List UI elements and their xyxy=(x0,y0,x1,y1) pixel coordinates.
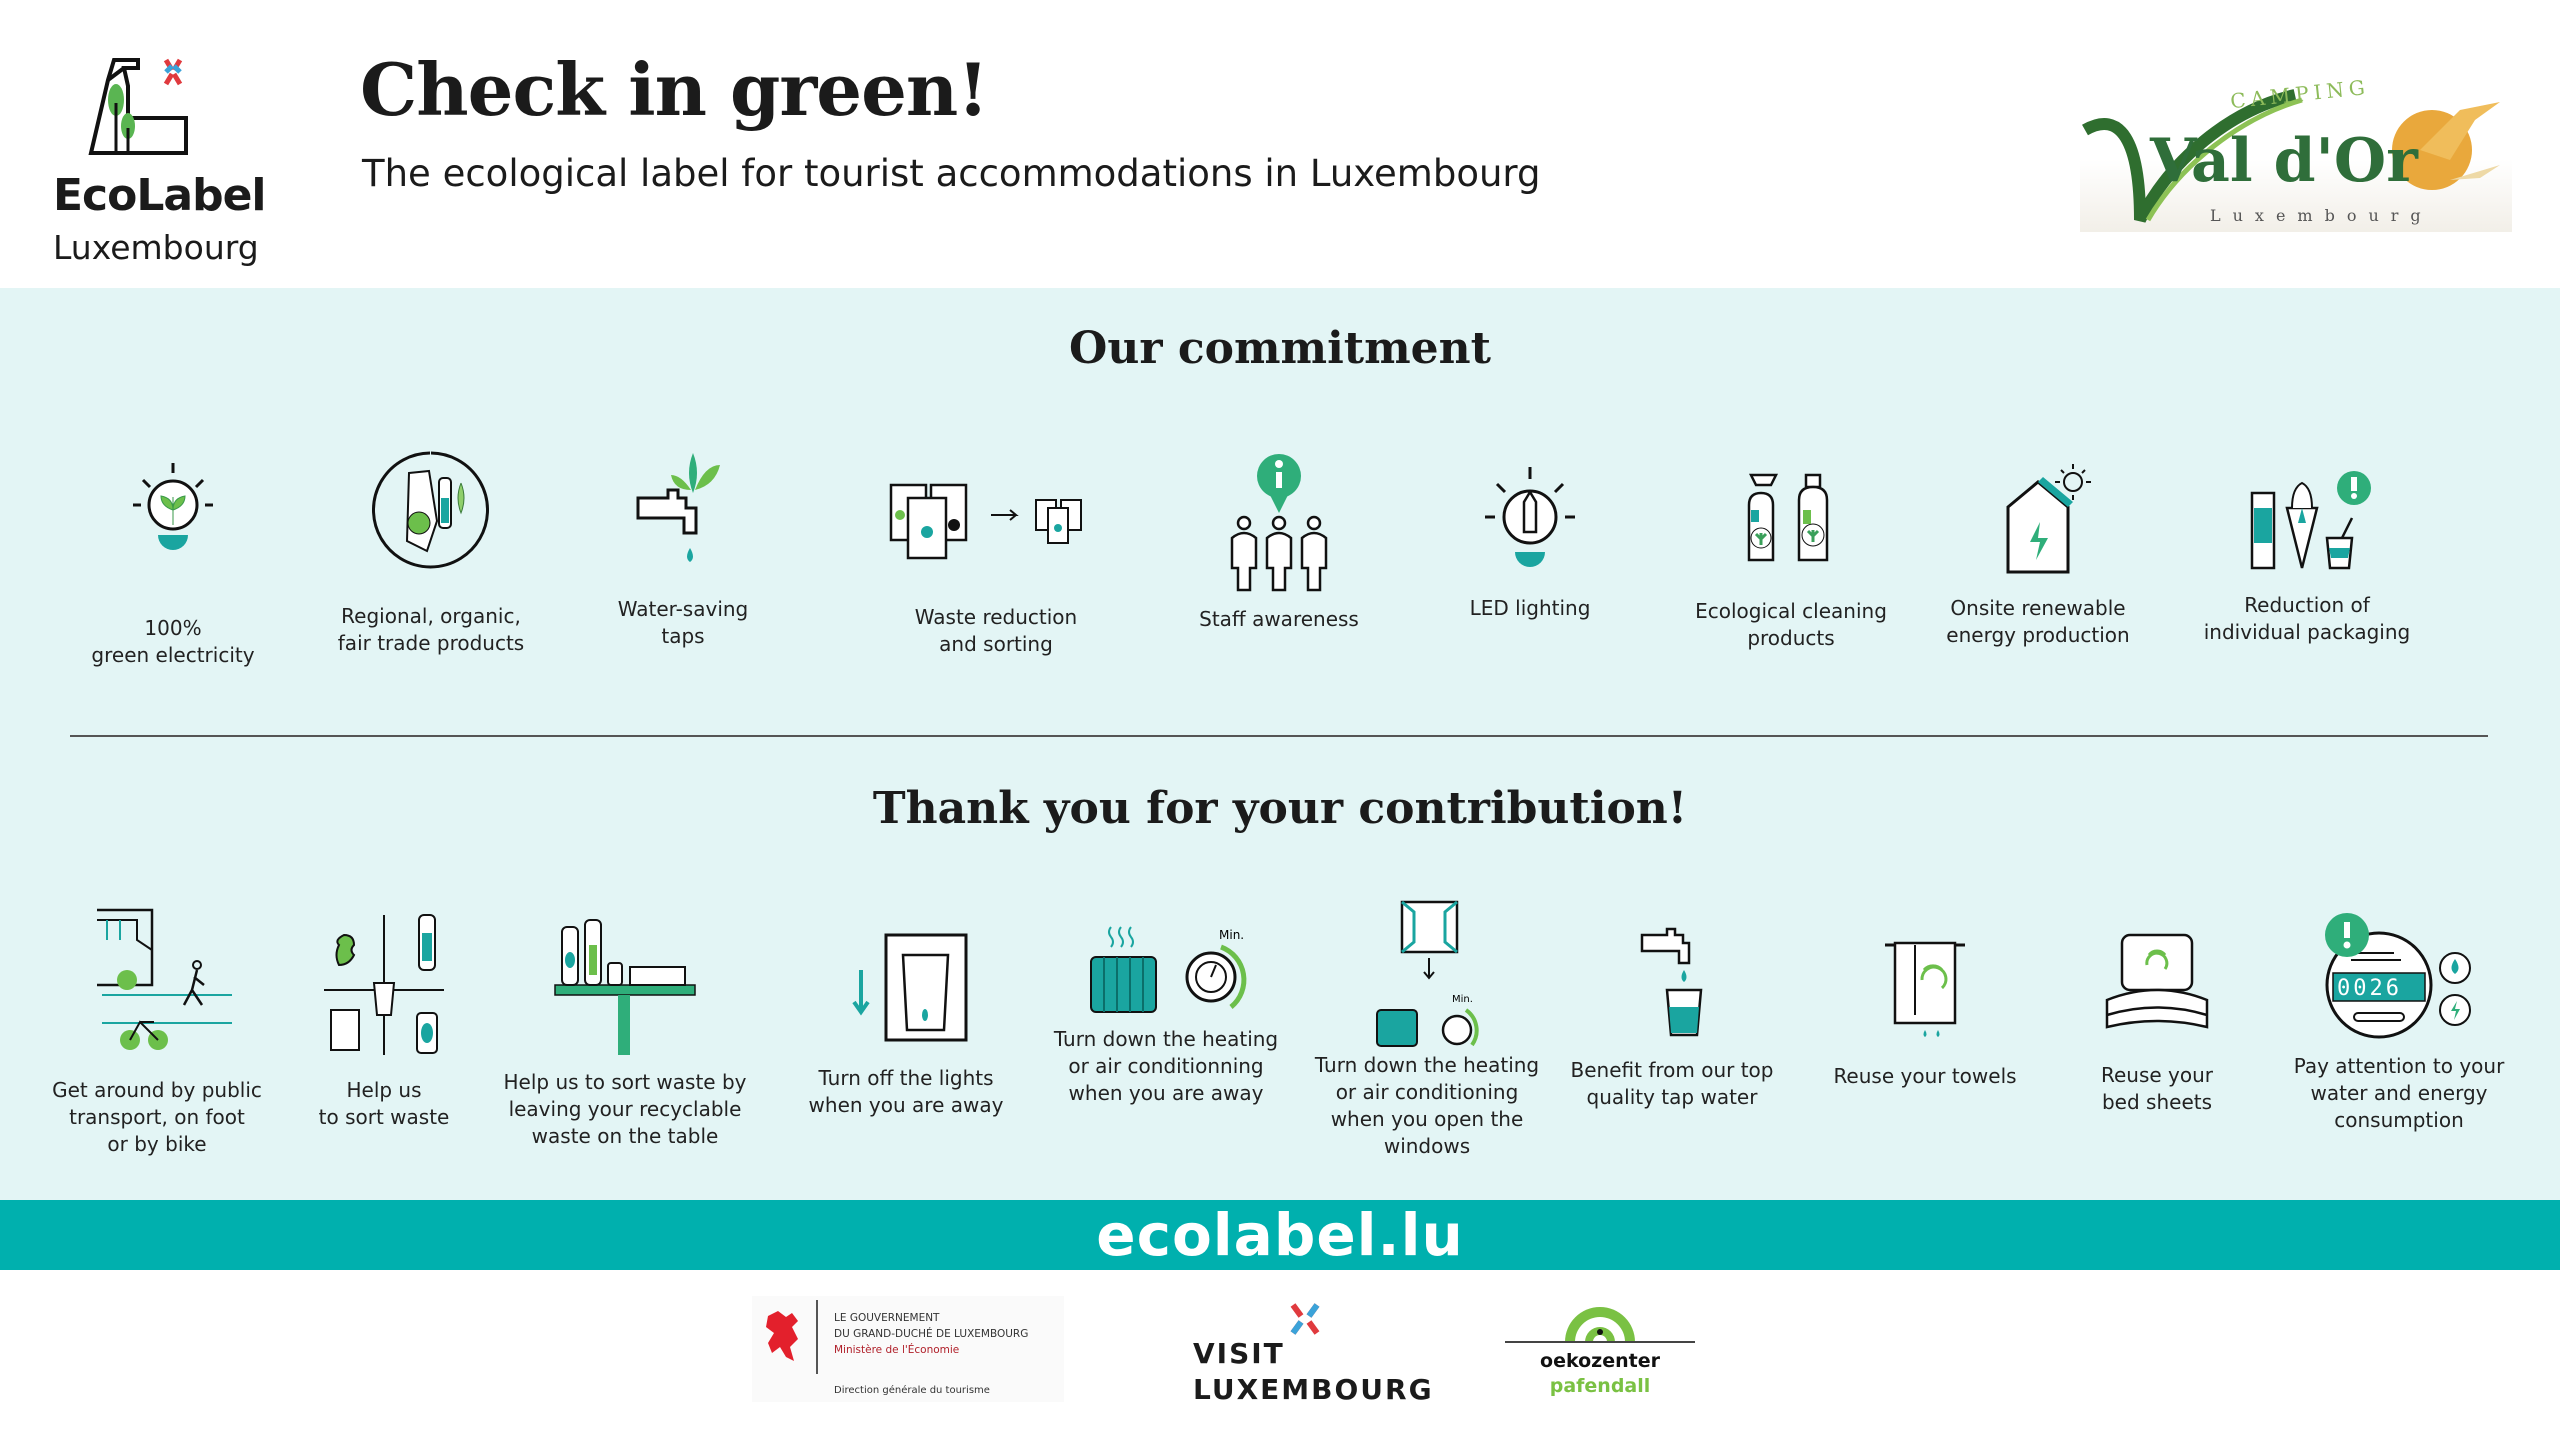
oekozenter-logo xyxy=(1505,1288,1695,1404)
commitment-label: Reduction of individual packaging xyxy=(2203,593,2411,644)
contribution-label: Help us to sort waste xyxy=(318,1078,450,1129)
visit-luxembourg-logo xyxy=(1193,1300,1433,1410)
commitment-item xyxy=(1661,470,1921,652)
logo-camping-text: CAMPING xyxy=(2229,74,2371,114)
towel-icon xyxy=(1870,935,1980,1045)
red-lion-icon xyxy=(758,1306,806,1366)
commitment-item xyxy=(2177,468,2437,646)
commitment-label: Ecological cleaning products xyxy=(1695,599,1887,650)
gov-line2: DU GRAND-DUCHÉ DE LUXEMBOURG xyxy=(834,1328,1029,1340)
oekozenter-target-icon xyxy=(1505,1288,1695,1343)
commitment-item xyxy=(43,455,303,669)
commitment-label: Waste reduction and sorting xyxy=(914,605,1078,656)
contribution-label: Help us to sort waste by leaving your recyclable waste on the table xyxy=(503,1070,747,1148)
gov-line3: Ministère de l'Économie xyxy=(834,1344,960,1356)
lightbulb-plant-icon xyxy=(118,455,228,565)
contribution-item xyxy=(1795,935,2055,1090)
contribution-item xyxy=(776,930,1036,1119)
page-subtitle: The ecological label for tourist accommodations in Luxembourg xyxy=(362,152,1541,195)
thermostat-min-label: Min. xyxy=(1452,994,1473,1005)
commitment-item xyxy=(553,448,813,650)
transport-icon xyxy=(82,905,232,1055)
contribution-item xyxy=(2269,905,2529,1134)
sort-waste-icon xyxy=(319,905,449,1055)
logo-divider xyxy=(816,1300,818,1374)
radiator-thermostat-icon xyxy=(1071,922,1261,1022)
contribution-item xyxy=(254,905,514,1131)
government-logo xyxy=(752,1296,1064,1402)
meter-reading: 0026 xyxy=(2337,976,2402,1001)
commitment-label: Water-saving taps xyxy=(617,597,749,648)
gov-line4: Direction générale du tourisme xyxy=(834,1385,990,1396)
meter-icon xyxy=(2309,905,2489,1045)
logo-name: EcoLabel xyxy=(53,170,266,221)
section-divider xyxy=(70,735,2488,737)
table-waste-icon xyxy=(550,915,700,1055)
led-bulb-icon xyxy=(1475,462,1585,587)
contribution-title: Thank you for your contribution! xyxy=(872,783,1688,834)
contribution-item xyxy=(1036,922,1296,1107)
staff-icon xyxy=(1224,448,1334,598)
ecolabel-logo-icon xyxy=(76,58,210,158)
contribution-item xyxy=(27,905,287,1158)
commitment-title: Our commitment xyxy=(1069,323,1491,374)
commitment-label: LED lighting xyxy=(1469,596,1591,620)
contribution-label: Turn down the heating or air conditioning when you open the windows xyxy=(1314,1053,1540,1158)
pafendall-text: pafendall xyxy=(1549,1375,1651,1397)
commitment-label: 100% green electricity xyxy=(91,616,255,667)
logo-luxemburg-text: Luxembourg xyxy=(2210,206,2433,225)
visit-text: VISIT xyxy=(1193,1337,1285,1370)
commitment-item xyxy=(301,448,561,657)
window-radiator-icon xyxy=(1362,900,1492,1050)
contribution-label: Reuse your bed sheets xyxy=(2100,1063,2214,1114)
logo-subtitle: Luxembourg xyxy=(53,228,259,267)
commitment-label: Onsite renewable energy production xyxy=(1946,596,2130,647)
visit-cross-icon xyxy=(1288,1302,1322,1336)
contribution-item xyxy=(1297,900,1557,1160)
contribution-label: Turn down the heating or air conditionning when you are away xyxy=(1053,1027,1279,1105)
packaging-icon xyxy=(2237,468,2377,578)
camping-val-dor-logo xyxy=(2080,70,2512,232)
contribution-label: Pay attention to your water and energy consumption xyxy=(2293,1054,2505,1132)
contribution-label: Get around by public transport, on foot or by bike xyxy=(52,1078,262,1156)
contribution-label: Turn off the lights when you are away xyxy=(808,1066,1004,1117)
commitment-item xyxy=(1908,462,2168,649)
light-switch-icon xyxy=(841,930,971,1045)
commitment-label: Staff awareness xyxy=(1199,607,1359,631)
contribution-label: Benefit from our top quality tap water xyxy=(1570,1058,1774,1109)
commitment-item xyxy=(1400,462,1660,622)
gov-line1: LE GOUVERNEMENT xyxy=(834,1312,940,1324)
page-title: Check in green! xyxy=(360,47,988,132)
regional-products-icon xyxy=(369,448,494,573)
contribution-label: Reuse your towels xyxy=(1833,1064,2017,1088)
tap-water-glass-icon xyxy=(1622,915,1722,1045)
commitment-item xyxy=(866,470,1126,658)
contribution-item xyxy=(495,915,755,1150)
solar-house-icon xyxy=(1978,462,2098,587)
bed-sheets-icon xyxy=(2097,930,2217,1040)
commitment-item xyxy=(1149,448,1409,633)
logo-val-dor-text: Val d'Or xyxy=(2150,126,2418,196)
contribution-item xyxy=(2027,930,2287,1116)
tap-icon xyxy=(623,448,743,578)
website-link[interactable]: ecolabel.lu xyxy=(1096,1201,1464,1269)
website-band xyxy=(0,1200,2560,1270)
thermostat-min-label: Min. xyxy=(1219,928,1245,942)
luxembourg-text: LUXEMBOURG xyxy=(1193,1373,1434,1406)
commitment-label: Regional, organic, fair trade products xyxy=(337,604,525,655)
oekozenter-text: oekozenter xyxy=(1540,1350,1660,1372)
contribution-item xyxy=(1542,915,1802,1111)
cleaning-products-icon xyxy=(1731,470,1851,580)
bins-icon xyxy=(886,470,1106,560)
